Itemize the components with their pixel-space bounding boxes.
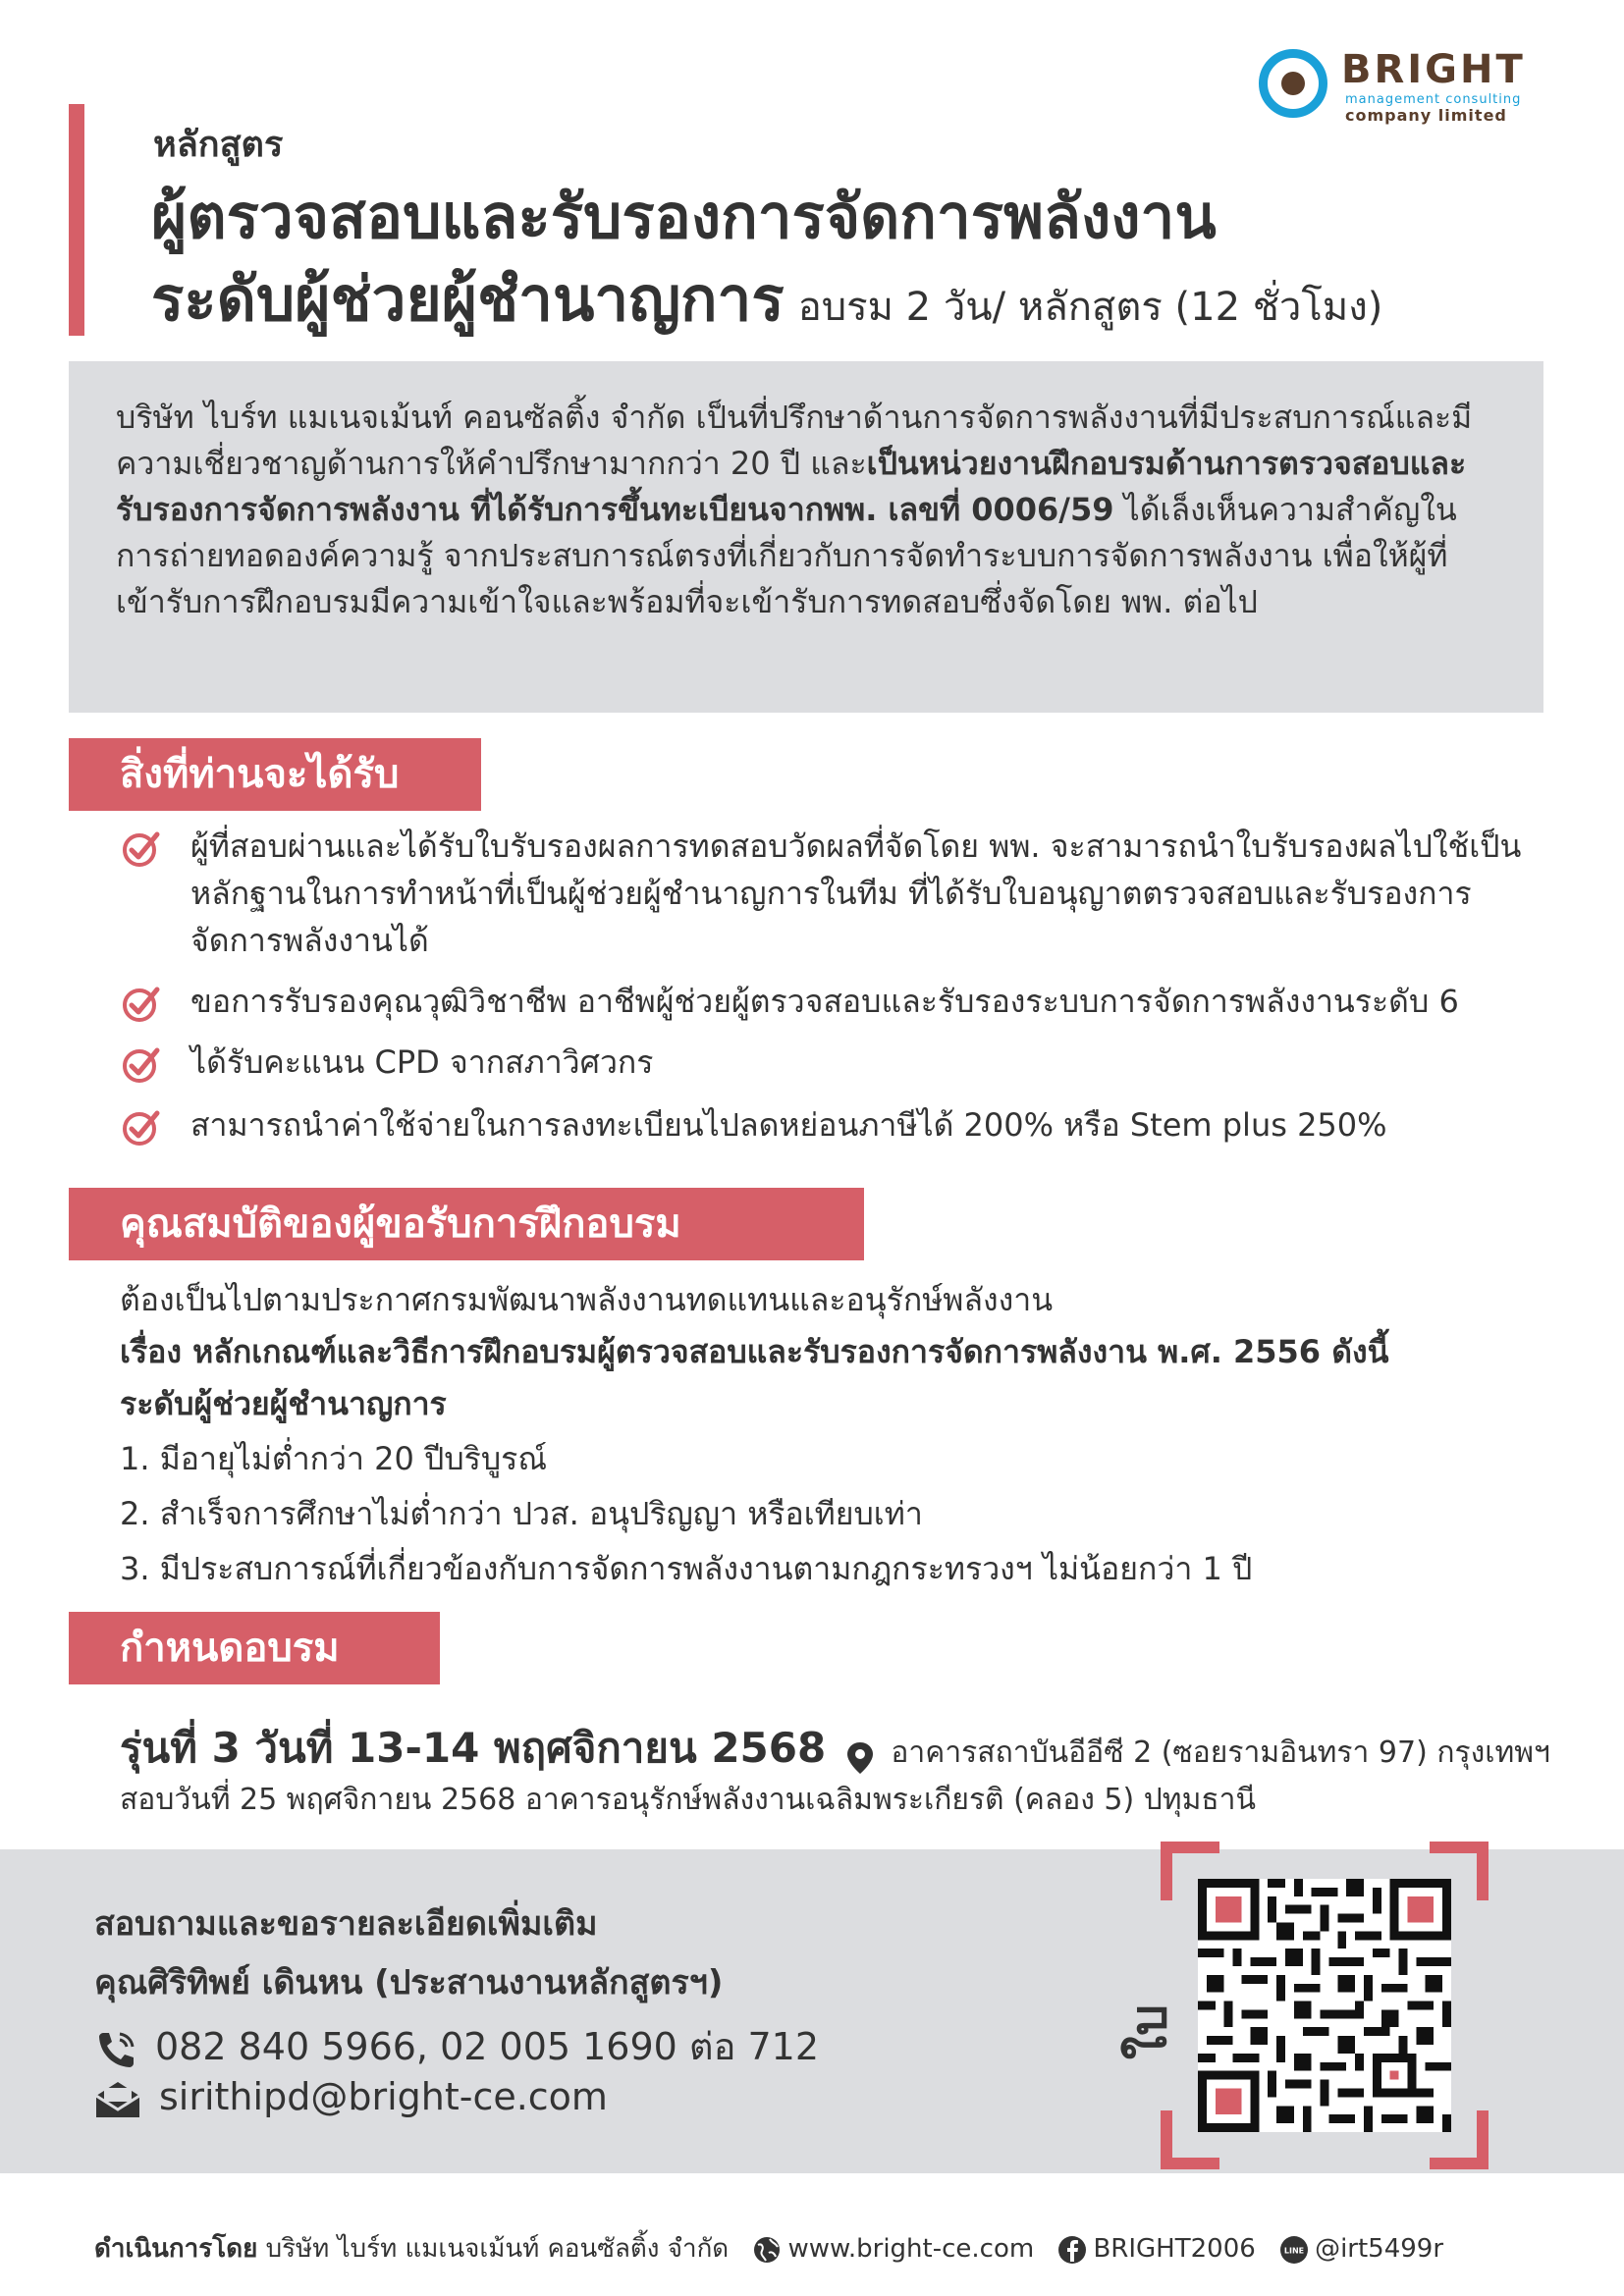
line-icon — [1279, 2235, 1309, 2265]
qualification-item-2: 2. สำเร็จการศึกษาไม่ต่ำกว่า ปวส. อนุปริญญา หรือเทียบเท่า — [120, 1495, 923, 1532]
contact-name: คุณศิริทิพย์ เดินหน (ประสานงานหลักสูตรฯ) — [94, 1963, 724, 2002]
logo-name: BRIGHT — [1341, 47, 1526, 92]
register-qr-frame[interactable] — [1161, 1842, 1489, 2169]
company-logo — [1259, 47, 1563, 126]
header-accent-bar — [69, 104, 84, 336]
register-label: ใบ — [1120, 2003, 1177, 2060]
course-title-line2 — [151, 251, 1382, 347]
benefit-item-2: ขอการรับรองคุณวุฒิวิชาชีพ อาชีพผู้ช่วยผู้ตรวจสอบและรับรองระบบการจัดการพลังงานระดับ 6 — [120, 978, 1593, 1025]
course-duration: อบรม 2 วัน/ หลักสูตร (12 ชั่วโมง) — [797, 285, 1383, 330]
mail-icon — [94, 2080, 141, 2119]
qualification-item-1: 1. มีอายุไม่ต่ำกว่า 20 ปีบริบูรณ์ — [120, 1440, 548, 1477]
intro-text-bold: เป็นหน่วยงานฝึกอบรมด้านการตรวจสอบและรับรองการจัดการพลังงาน ที่ได้รับการขึ้นทะเบียนจากพพ. เลขที่ 0006/59 — [116, 445, 1467, 528]
qualification-regulation: เรื่อง หลักเกณฑ์และวิธีการฝึกอบรมผู้ตรวจสอบและรับรองการจัดการพลังงาน พ.ศ. 2556 ดังนี้ — [120, 1333, 1389, 1370]
logo-circle-icon — [1259, 49, 1327, 118]
globe-icon — [752, 2235, 782, 2265]
footer-company: บริษัท ไบร์ท แมเนจเม้นท์ คอนซัลติ้ง จำกัด — [265, 2234, 730, 2264]
logo-subtitle-1: management consulting — [1345, 92, 1522, 107]
course-kicker: หลักสูตร — [153, 125, 284, 165]
footer-facebook[interactable]: BRIGHT2006 — [1093, 2234, 1256, 2264]
logo-subtitle-2: company limited — [1345, 106, 1507, 125]
contact-phone: 082 840 5966, 02 005 1690 ต่อ 712 — [155, 2025, 820, 2068]
course-title-line1: ผู้ตรวจสอบและรับรองการจัดการพลังงาน — [151, 181, 1217, 252]
register-qr-code[interactable] — [1198, 1879, 1451, 2132]
intro-paragraph — [116, 395, 1496, 625]
intro-text-b: ได้เล็งเห็นความสำคัญในการถ่ายทอดองค์ความรู้ จากประสบการณ์ตรงที่เกี่ยวกับการจัดทำระบบการจัดการพลังงาน เพื่อให้ผู้ที่เข้ารับการฝึกอบรมมีความเข้าใจและพร้อมที่จะเข้ารับการทดสอบซึ่งจัดโดย พพ. ต่อไป — [116, 491, 1457, 620]
contact-email-row — [94, 2075, 608, 2119]
intro-box — [69, 361, 1543, 713]
location-pin-icon — [846, 1741, 874, 1775]
schedule-session: รุ่นที่ 3 วันที่ 13-14 พฤศจิกายน 2568 — [120, 1724, 827, 1772]
footer — [94, 2228, 1443, 2269]
schedule-location: อาคารสถาบันอีอีซี 2 (ซอยรามอินทรา 97) กรุงเทพฯ — [891, 1735, 1550, 1770]
footer-website[interactable]: www.bright-ce.com — [787, 2234, 1035, 2264]
qualification-level: ระดับผู้ช่วยผู้ชำนาญการ — [120, 1385, 447, 1422]
qualification-intro: ต้องเป็นไปตามประกาศกรมพัฒนาพลังงานทดแทนและอนุรักษ์พลังงาน — [120, 1281, 1054, 1318]
benefits-list — [120, 823, 1593, 1148]
schedule-exam: สอบวันที่ 25 พฤศจิกายน 2568 อาคารอนุรักษ์พลังงานเฉลิมพระเกียรติ (คลอง 5) ปทุมธานี — [120, 1783, 1257, 1817]
course-level: ระดับผู้ช่วยผู้ชำนาญการ — [151, 263, 785, 335]
contact-title: สอบถามและขอรายละเอียดเพิ่มเติม — [94, 1904, 598, 1944]
check-circle-icon — [120, 982, 163, 1025]
schedule-heading: กำหนดอบรม — [69, 1612, 440, 1684]
footer-line[interactable]: @irt5499r — [1315, 2234, 1444, 2264]
check-circle-icon — [120, 1042, 163, 1086]
benefit-item-3: ได้รับคะแนน CPD จากสภาวิศวกร — [120, 1039, 1593, 1086]
qualification-item-3: 3. มีประสบการณ์ที่เกี่ยวข้องกับการจัดการพลังงานตามกฎกระทรวงฯ ไม่น้อยกว่า 1 ปี — [120, 1550, 1253, 1587]
benefits-heading: สิ่งที่ท่านจะได้รับ — [69, 738, 481, 811]
check-circle-icon — [120, 827, 163, 870]
svg-text:LINE: LINE — [1283, 2246, 1305, 2255]
qualifications-block — [120, 1272, 1593, 1596]
schedule-session-row — [120, 1716, 1550, 1781]
benefit-item-1: ผู้ที่สอบผ่านและได้รับใบรับรองผลการทดสอบวัดผลที่จัดโดย พพ. จะสามารถนำใบรับรองผลไปใช้เป็นหลักฐานในการทำหน้าที่เป็นผู้ช่วยผู้ชำนาญการในทีม ที่ได้รับใบอนุญาตตรวจสอบและรับรองการจัดการพลังงานได้ — [120, 823, 1534, 964]
facebook-icon — [1057, 2235, 1087, 2265]
benefit-item-4: สามารถนำค่าใช้จ่ายในการลงทะเบียนไปลดหย่อนภาษีได้ 200% หรือ Stem plus 250% — [120, 1101, 1593, 1148]
intro-text-a: บริษัท ไบร์ท แมเนจเม้นท์ คอนซัลติ้ง จำกัด เป็นที่ปรึกษาด้านการจัดการพลังงานที่มีประสบการณ์และมีความเชี่ยวชาญด้านการให้คำปรึกษามากกว่า 20 ปี และ — [116, 399, 1473, 482]
qualifications-heading: คุณสมบัติของผู้ขอรับการฝึกอบรม — [69, 1188, 864, 1260]
contact-phone-row — [94, 2016, 819, 2076]
contact-email[interactable]: sirithipd@bright-ce.com — [159, 2075, 608, 2118]
check-circle-icon — [120, 1105, 163, 1148]
footer-by-label: ดำเนินการโดย — [94, 2234, 258, 2264]
phone-icon — [94, 2030, 137, 2069]
